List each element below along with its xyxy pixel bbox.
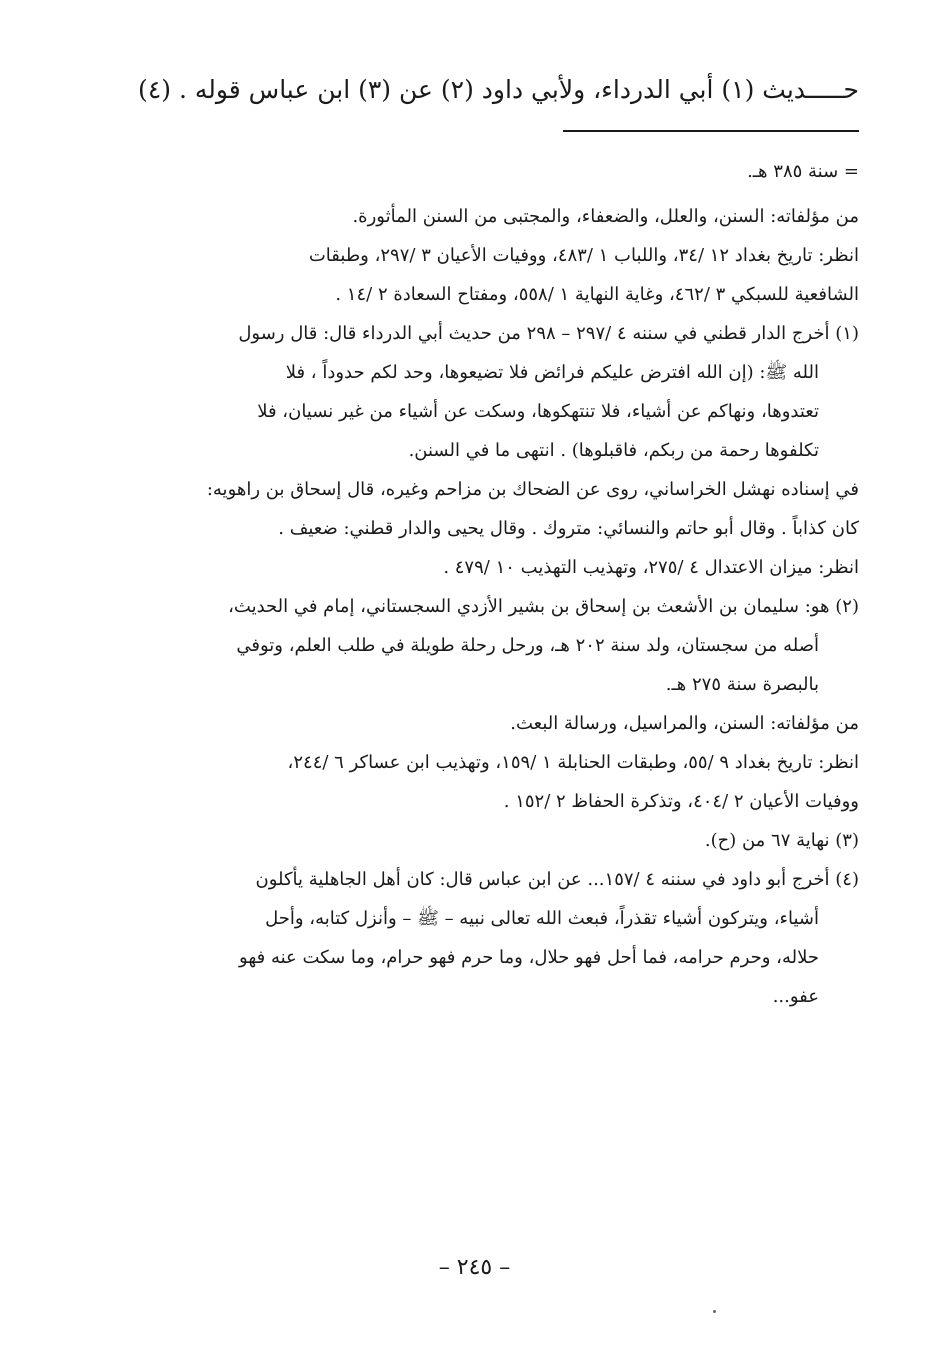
footnote-line: الشافعية للسبكي ٣ /٤٦٢، وغاية النهاية ١ /٥٥٨، ومفتاح السعادة ٢ /١٤ . bbox=[335, 284, 859, 305]
footnote-line: (٢) هو: سليمان بن الأشعث بن إسحاق بن بشير الأزدي السجستاني، إمام في الحديث، bbox=[228, 596, 859, 617]
footnote-line: الله ﷺ: (إن الله افترض عليكم فرائض فلا تضيعوها، وحد لكم حدوداً ، فلا bbox=[285, 362, 819, 383]
footnote-line: حلاله، وحرم حرامه، فما أحل فهو حلال، وما حرم فهو حرام، وما سكت عنه فهو bbox=[239, 947, 819, 968]
footnote-line: من مؤلفاته: السنن، والمراسيل، ورسالة البعث. bbox=[510, 713, 859, 734]
footnote-line: (٤) أخرج أبو داود في سننه ٤ /١٥٧... عن ابن عباس قال: كان أهل الجاهلية يأكلون bbox=[255, 869, 859, 890]
footnote-line: أشياء، ويتركون أشياء تقذراً، فبعث الله تعالى نبيه – ﷺ – وأنزل كتابه، وأحل bbox=[265, 908, 819, 929]
footnote-line: (١) أخرج الدار قطني في سننه ٤ /٢٩٧ – ٢٩٨ من حديث أبي الدرداء قال: قال رسول bbox=[238, 323, 859, 344]
footnote-line: من مؤلفاته: السنن، والعلل، والضعفاء، والمجتبى من السنن المأثورة. bbox=[352, 206, 859, 227]
footnote-line: بالبصرة سنة ٢٧٥ هـ. bbox=[665, 674, 819, 695]
page-number: – ٢٤٥ – bbox=[438, 1255, 511, 1280]
footnote-line: انظر: تاريخ بغداد ١٢ /٣٤، واللباب ١ /٤٨٣، ووفيات الأعيان ٣ /٢٩٧، وطبقات bbox=[308, 245, 859, 266]
main-text-line: حـــــديث (١) أبي الدرداء، ولأبي داود (٢) عن (٣) ابن عباس قوله . (٤) bbox=[138, 75, 859, 104]
footnote-line: ووفيات الأعيان ٢ /٤٠٤، وتذكرة الحفاظ ٢ /١٥٢ . bbox=[503, 791, 859, 812]
footnote-separator bbox=[563, 130, 859, 132]
footnote-line: انظر: تاريخ بغداد ٩ /٥٥، وطبقات الحنابلة ١ /١٥٩، وتهذيب ابن عساكر ٦ /٢٤٤، bbox=[287, 752, 859, 773]
footnote-line: = سنة ٣٨٥ هـ. bbox=[747, 161, 859, 182]
footnote-line: عفو... bbox=[772, 986, 819, 1007]
footnote-line: انظر: ميزان الاعتدال ٤ /٢٧٥، وتهذيب التهذيب ١٠ /٤٧٩ . bbox=[443, 557, 859, 578]
scan-speck bbox=[713, 1310, 716, 1313]
footnote-line: في إسناده نهشل الخراساني، روى عن الضحاك بن مزاحم وغيره، قال إسحاق بن راهويه: bbox=[206, 479, 859, 500]
footnote-line: تعتدوها، ونهاكم عن أشياء، فلا تنتهكوها، وسكت عن أشياء من غير نسيان، فلا bbox=[257, 401, 819, 422]
footnote-line: (٣) نهاية ٦٧ من (ح). bbox=[704, 830, 859, 851]
footnote-line: كان كذاباً . وقال أبو حاتم والنسائي: متروك . وقال يحيى والدار قطني: ضعيف . bbox=[278, 518, 859, 539]
footnote-line: تكلفوها رحمة من ربكم، فاقبلوها) . انتهى ما في السنن. bbox=[408, 440, 819, 461]
footnotes-block bbox=[138, 152, 859, 1016]
footnote-line: أصله من سجستان، ولد سنة ٢٠٢ هـ، ورحل رحلة طويلة في طلب العلم، وتوفي bbox=[236, 635, 819, 656]
